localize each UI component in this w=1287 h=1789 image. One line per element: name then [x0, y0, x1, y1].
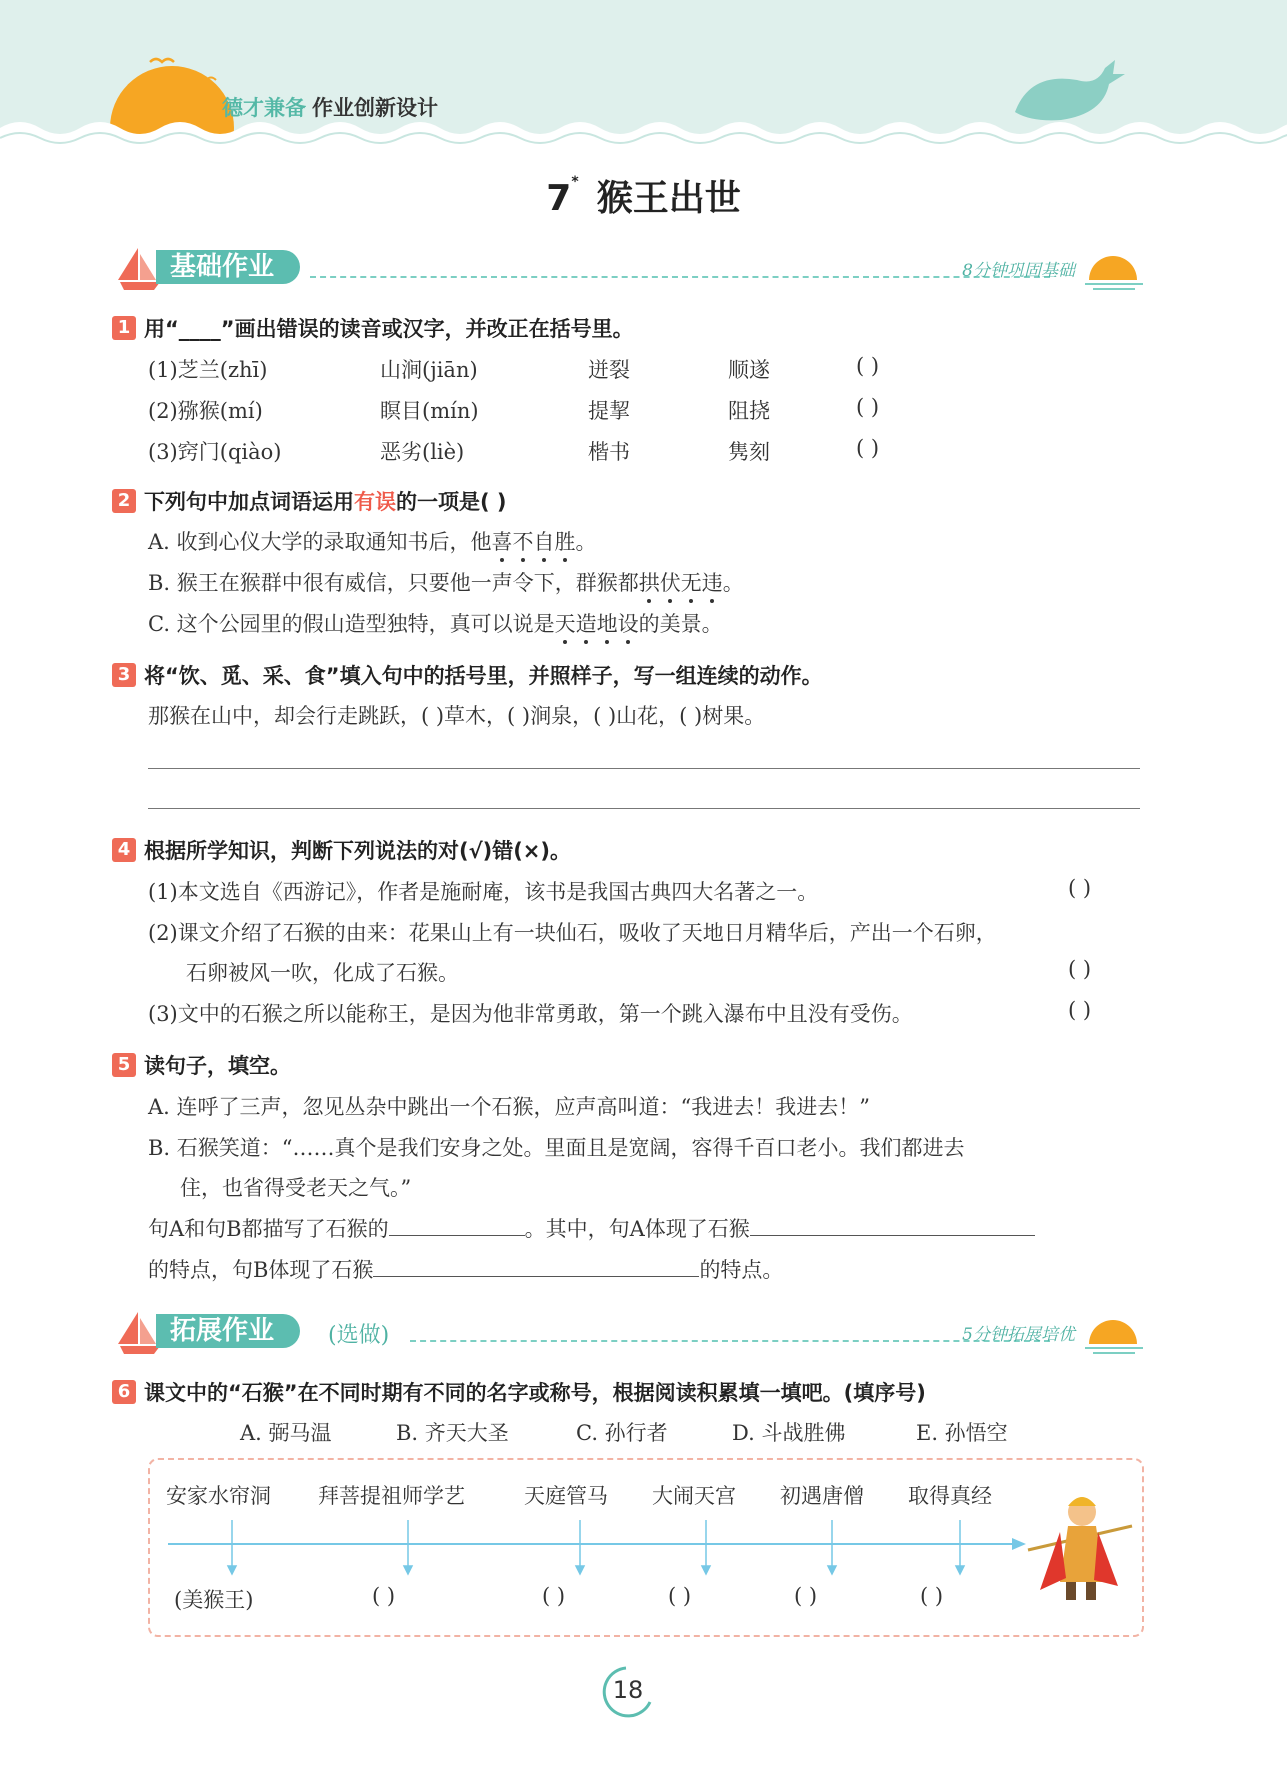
fill-blank[interactable]: [373, 1256, 699, 1277]
divider: [410, 1340, 1050, 1342]
section-extend-label: 拓展作业: [156, 1314, 300, 1348]
fill-blank[interactable]: [389, 1215, 525, 1236]
event-6: 取得真经: [908, 1484, 992, 1508]
answer-blank[interactable]: ( ): [856, 436, 880, 460]
timeline-box: [148, 1458, 1144, 1637]
event-3: 天庭管马: [524, 1484, 608, 1508]
answer-blank[interactable]: ( ): [856, 354, 880, 378]
section-basic-time: 8分钟巩固基础: [962, 261, 1075, 281]
question-prompt: 读句子，填空。: [144, 1054, 291, 1078]
question-number: 2: [112, 489, 136, 513]
dotted-char: 喜: [491, 530, 513, 554]
prompt-pre: 下列句中加点词语运用: [144, 490, 354, 514]
q1-row1-a: (1)芝兰(zhī): [148, 358, 268, 382]
answer-blank[interactable]: ( ): [1068, 876, 1092, 900]
answer-blank[interactable]: ( ): [372, 1584, 396, 1608]
dotted-char: 自: [533, 530, 555, 554]
answer-blank[interactable]: ( ): [1068, 998, 1092, 1022]
question-4: [112, 835, 571, 865]
question-number: 6: [112, 1380, 136, 1404]
question-number: 5: [112, 1053, 136, 1077]
dotted-char: 无: [680, 571, 702, 595]
fill-text: 的特点。: [699, 1258, 784, 1282]
section-extend-header: [110, 1310, 1145, 1354]
question-prompt: 将“饮、觅、采、食”填入句中的括号里，并照样子，写一组连续的动作。: [144, 664, 823, 688]
q5-sentence-a: A. 连呼了三声，忽见丛杂中跳出一个石猴，应声高叫道：“我进去！我进去！”: [148, 1095, 870, 1119]
lesson-title: [0, 170, 1287, 221]
dotted-char: 地: [596, 612, 618, 636]
dotted-char: 设: [617, 612, 639, 636]
lesson-mark: *: [571, 174, 579, 190]
question-number: 4: [112, 838, 136, 862]
brand-primary: 德才兼备: [222, 96, 306, 120]
q1-row2-b: 瞑目(mín): [380, 399, 479, 423]
dotted-char: 天: [554, 612, 576, 636]
fill-text: 的特点，句B体现了石猴: [148, 1258, 374, 1282]
event-5: 初遇唐僧: [780, 1484, 864, 1508]
sailboat-icon: [110, 246, 162, 290]
sun-icon: [1083, 1314, 1145, 1354]
question-1: [112, 313, 634, 343]
fill-text: 句A和句B都描写了石猴的: [148, 1217, 389, 1241]
dotted-word: [492, 530, 576, 554]
whale-icon: [1015, 60, 1125, 120]
q3-sentence: 那猴在山中，却会行走跳跃，( )草木，( )涧泉，( )山花，( )树果。: [148, 704, 766, 728]
timeline-arrows: [150, 1460, 1142, 1635]
question-prompt: 根据所学知识，判断下列说法的对(√)错(×)。: [144, 839, 571, 863]
event-4: 大闹天宫: [652, 1484, 736, 1508]
q4-statement-1: (1)本文选自《西游记》，作者是施耐庵，该书是我国古典四大名著之一。: [148, 880, 819, 904]
q1-row3-c: 楷书: [588, 440, 630, 464]
dotted-char: 拱: [638, 571, 660, 595]
q4-statement-3: (3)文中的石猴之所以能称王，是因为他非常勇敢，第一个跳入瀑布中且没有受伤。: [148, 1002, 913, 1026]
q5-sentence-b-cont: 住，也省得受老天之气。”: [180, 1176, 412, 1200]
dotted-word: [639, 571, 723, 595]
option-text: 。: [575, 530, 597, 554]
section-extend-time: 5分钟拓展培优: [962, 1325, 1075, 1345]
dotted-word: [555, 612, 639, 636]
question-prompt: 课文中的“石猴”在不同时期有不同的名字或称号，根据阅读积累填一填吧。(填序号): [144, 1381, 926, 1405]
monkey-king-illustration: [1022, 1486, 1134, 1606]
answer-blank[interactable]: ( ): [856, 395, 880, 419]
q2-option-a[interactable]: [148, 526, 597, 556]
section-basic-label: 基础作业: [156, 250, 300, 284]
q2-option-c[interactable]: [148, 608, 723, 638]
q5-fill-line-2: [148, 1254, 783, 1284]
answer-blank[interactable]: ( ): [668, 1584, 692, 1608]
answer-blank[interactable]: ( ): [1068, 957, 1092, 981]
answer-blank[interactable]: ( ): [542, 1584, 566, 1608]
question-number: 3: [112, 663, 136, 687]
q5-sentence-b: B. 石猴笑道：“……真个是我们安身之处。里面且是宽阔，容得千百口老小。我们都进去: [148, 1136, 965, 1160]
section-optional-note: (选做): [328, 1323, 390, 1348]
q1-row1-b: 山涧(jiān): [380, 358, 478, 382]
q1-row1-d: 顺遂: [728, 358, 770, 382]
divider: [310, 276, 1050, 278]
question-6: [112, 1377, 926, 1407]
option-text: C. 这个公园里的假山造型独特，真可以说是: [148, 612, 555, 636]
answer-label: (美猴王): [174, 1588, 254, 1612]
lesson-number: 7: [546, 178, 572, 219]
q1-row1-c: 迸裂: [588, 358, 630, 382]
dotted-char: 伏: [659, 571, 681, 595]
question-number: 1: [112, 316, 136, 340]
question-2: [112, 486, 507, 516]
answer-blank[interactable]: ( ): [794, 1584, 818, 1608]
q1-row3-d: 隽刻: [728, 440, 770, 464]
fill-blank[interactable]: [750, 1215, 1035, 1236]
option-text: 的美景。: [638, 612, 723, 636]
sun-icon: [1083, 250, 1145, 290]
event-1: 安家水帘洞: [166, 1484, 271, 1508]
q1-row2-c: 提挈: [588, 399, 630, 423]
section-basic-header: [110, 246, 1145, 290]
option-text: A. 收到心仪大学的录取通知书后，他: [148, 530, 492, 554]
q1-row2-a: (2)猕猴(mí): [148, 399, 263, 423]
page-header: [0, 0, 1287, 150]
answer-line[interactable]: [148, 808, 1140, 809]
brand-secondary: 作业创新设计: [312, 96, 438, 120]
question-prompt: 用“____”画出错误的读音或汉字，并改正在括号里。: [144, 317, 634, 341]
option-text: 。: [722, 571, 744, 595]
q5-fill-line-1: [148, 1213, 1035, 1243]
bird-icon: [150, 59, 174, 62]
option-text: B. 猴王在猴群中很有威信，只要他一声令下，群猴都: [148, 571, 639, 595]
q6-option-b: B. 齐天大圣: [396, 1421, 509, 1445]
q4-statement-2: (2)课文介绍了石猴的由来：花果山上有一块仙石，吸收了天地日月精华后，产出一个石卵，: [148, 921, 997, 945]
fill-text: 。其中，句A体现了石猴: [524, 1217, 750, 1241]
brand-title: [222, 92, 438, 122]
answer-blank[interactable]: ( ): [920, 1584, 944, 1608]
dotted-char: 不: [512, 530, 534, 554]
dotted-char: 胜: [554, 530, 576, 554]
question-3: [112, 660, 823, 690]
dotted-char: 违: [701, 571, 723, 595]
event-2: 拜菩提祖师学艺: [318, 1484, 465, 1508]
q4-statement-2-cont: 石卵被风一吹，化成了石猴。: [186, 961, 459, 985]
question-5: [112, 1050, 291, 1080]
page-number: 18: [612, 1676, 644, 1704]
q1-row2-d: 阻挠: [728, 399, 770, 423]
sailboat-icon: [110, 1310, 162, 1354]
q6-option-c: C. 孙行者: [576, 1421, 668, 1445]
dotted-char: 造: [575, 612, 597, 636]
header-decoration: [0, 0, 1287, 150]
answer-line[interactable]: [148, 768, 1140, 769]
q6-option-d: D. 斗战胜佛: [732, 1421, 846, 1445]
q1-row3-a: (3)窍门(qiào): [148, 440, 282, 464]
q1-row3-b: 恶劣(liè): [380, 440, 465, 464]
q6-option-a: A. 弼马温: [240, 1421, 332, 1445]
prompt-post: 的一项是( ): [396, 490, 507, 514]
q2-option-b[interactable]: [148, 567, 744, 597]
prompt-emphasis: 有误: [354, 490, 396, 514]
lesson-name: 猴王出世: [596, 178, 741, 219]
q6-option-e: E. 孙悟空: [916, 1421, 1008, 1445]
